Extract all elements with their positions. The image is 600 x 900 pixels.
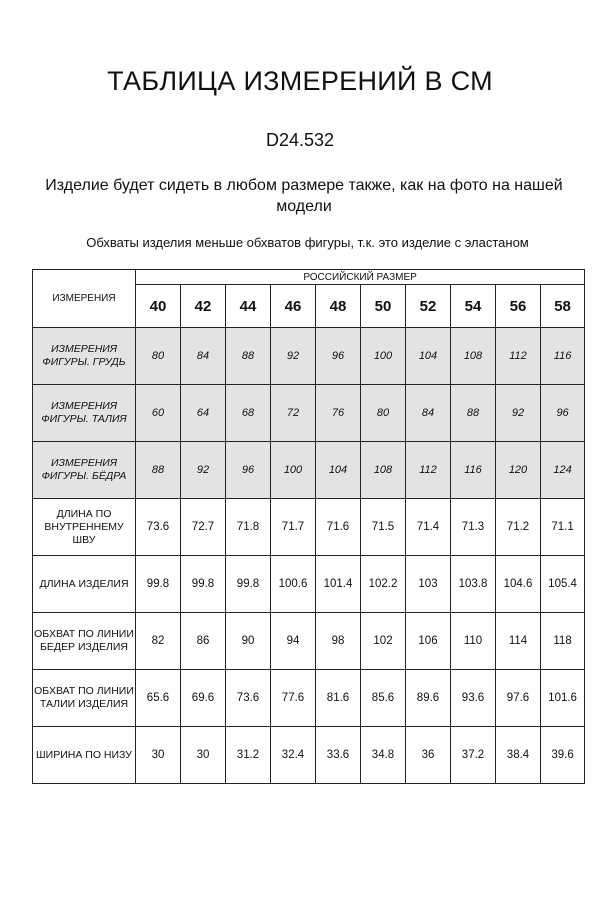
measurement-cell: 112: [496, 328, 541, 385]
size-header-cell: 48: [316, 285, 361, 328]
size-table: [32, 269, 585, 784]
measurement-cell: 99.8: [226, 556, 271, 613]
measurement-cell: 84: [181, 328, 226, 385]
measurement-cell: 71.8: [226, 499, 271, 556]
measurement-cell: 72.7: [181, 499, 226, 556]
measurement-cell: 102: [361, 613, 406, 670]
measurement-cell: 100: [271, 442, 316, 499]
measurement-cell: 71.2: [496, 499, 541, 556]
measurement-cell: 96: [316, 328, 361, 385]
measurement-cell: 69.6: [181, 670, 226, 727]
measurement-cell: 104: [406, 328, 451, 385]
measurement-cell: 81.6: [316, 670, 361, 727]
measurement-cell: 105.4: [541, 556, 585, 613]
row-label: ИЗМЕРЕНИЯ ФИГУРЫ. ТАЛИЯ: [33, 385, 136, 442]
size-group-header: РОССИЙСКИЙ РАЗМЕР: [136, 270, 585, 285]
measurement-cell: 89.6: [406, 670, 451, 727]
measurement-cell: 76: [316, 385, 361, 442]
measurement-cell: 90: [226, 613, 271, 670]
row-label: ДЛИНА ИЗДЕЛИЯ: [33, 556, 136, 613]
measurement-cell: 82: [136, 613, 181, 670]
measurement-cell: 65.6: [136, 670, 181, 727]
table-row: [33, 328, 585, 385]
measurement-cell: 71.4: [406, 499, 451, 556]
table-row: [33, 385, 585, 442]
measurement-cell: 101.4: [316, 556, 361, 613]
elastane-note: Обхваты изделия меньше обхватов фигуры, т.к. это изделие с эластаном: [86, 235, 529, 250]
measurement-cell: 39.6: [541, 727, 585, 784]
measurement-cell: 37.2: [451, 727, 496, 784]
measurement-cell: 88: [451, 385, 496, 442]
measurement-cell: 88: [226, 328, 271, 385]
size-header-cell: 58: [541, 285, 585, 328]
measurement-cell: 96: [541, 385, 585, 442]
measurement-cell: 84: [406, 385, 451, 442]
measurement-cell: 92: [271, 328, 316, 385]
table-row: [33, 613, 585, 670]
measurement-cell: 38.4: [496, 727, 541, 784]
measurement-cell: 101.6: [541, 670, 585, 727]
measurement-cell: 100: [361, 328, 406, 385]
size-header-cell: 44: [226, 285, 271, 328]
table-body: [33, 328, 585, 784]
row-label: ИЗМЕРЕНИЯ ФИГУРЫ. ГРУДЬ: [33, 328, 136, 385]
measurement-cell: 98: [316, 613, 361, 670]
measurement-cell: 73.6: [226, 670, 271, 727]
measurement-cell: 103: [406, 556, 451, 613]
measurement-cell: 33.6: [316, 727, 361, 784]
row-label: ШИРИНА ПО НИЗУ: [33, 727, 136, 784]
size-header-cell: 42: [181, 285, 226, 328]
measurement-cell: 99.8: [136, 556, 181, 613]
measurement-cell: 102.2: [361, 556, 406, 613]
measurement-cell: 92: [181, 442, 226, 499]
table-row: [33, 556, 585, 613]
row-label: ДЛИНА ПО ВНУТРЕННЕМУ ШВУ: [33, 499, 136, 556]
measurement-cell: 85.6: [361, 670, 406, 727]
measurement-cell: 108: [361, 442, 406, 499]
measurement-cell: 71.1: [541, 499, 585, 556]
page-title: ТАБЛИЦА ИЗМЕРЕНИЙ В СМ: [107, 66, 493, 96]
measurement-cell: 110: [451, 613, 496, 670]
measurement-cell: 71.6: [316, 499, 361, 556]
measurement-cell: 96: [226, 442, 271, 499]
measurement-cell: 80: [136, 328, 181, 385]
measurement-cell: 104.6: [496, 556, 541, 613]
size-header-cell: 46: [271, 285, 316, 328]
measurement-cell: 31.2: [226, 727, 271, 784]
measurement-cell: 112: [406, 442, 451, 499]
article-number: D24.532: [265, 130, 335, 150]
size-header-cell: 50: [361, 285, 406, 328]
measurement-cell: 97.6: [496, 670, 541, 727]
row-label: ОБХВАТ ПО ЛИНИИ БЕДЕР ИЗДЕЛИЯ: [33, 613, 136, 670]
measurement-cell: 94: [271, 613, 316, 670]
measurements-header: ИЗМЕРЕНИЯ: [33, 270, 136, 328]
measurement-cell: 116: [451, 442, 496, 499]
measurement-cell: 103.8: [451, 556, 496, 613]
measurement-cell: 73.6: [136, 499, 181, 556]
measurement-cell: 93.6: [451, 670, 496, 727]
measurement-cell: 104: [316, 442, 361, 499]
measurement-cell: 64: [181, 385, 226, 442]
measurement-cell: 68: [226, 385, 271, 442]
measurement-cell: 124: [541, 442, 585, 499]
fit-note: Изделие будет сидеть в любом размере также, как на фото на нашей модели: [45, 177, 563, 215]
table-row: [33, 727, 585, 784]
table-row: [33, 442, 585, 499]
measurement-cell: 36: [406, 727, 451, 784]
measurement-cell: 80: [361, 385, 406, 442]
header-row-group: [33, 270, 585, 285]
measurement-cell: 99.8: [181, 556, 226, 613]
row-label: ИЗМЕРЕНИЯ ФИГУРЫ. БЁДРА: [33, 442, 136, 499]
measurement-cell: 71.3: [451, 499, 496, 556]
size-header-cell: 54: [451, 285, 496, 328]
measurement-cell: 114: [496, 613, 541, 670]
measurement-cell: 34.8: [361, 727, 406, 784]
measurement-cell: 77.6: [271, 670, 316, 727]
row-label: ОБХВАТ ПО ЛИНИИ ТАЛИИ ИЗДЕЛИЯ: [33, 670, 136, 727]
size-header-cell: 56: [496, 285, 541, 328]
measurement-cell: 32.4: [271, 727, 316, 784]
measurement-cell: 72: [271, 385, 316, 442]
measurement-cell: 71.5: [361, 499, 406, 556]
table-row: [33, 670, 585, 727]
measurement-cell: 60: [136, 385, 181, 442]
measurement-cell: 108: [451, 328, 496, 385]
measurement-cell: 92: [496, 385, 541, 442]
table-row: [33, 499, 585, 556]
measurement-cell: 100.6: [271, 556, 316, 613]
size-header-cell: 52: [406, 285, 451, 328]
measurement-cell: 71.7: [271, 499, 316, 556]
measurement-cell: 120: [496, 442, 541, 499]
measurement-cell: 88: [136, 442, 181, 499]
measurement-cell: 30: [181, 727, 226, 784]
measurement-cell: 30: [136, 727, 181, 784]
measurement-cell: 106: [406, 613, 451, 670]
measurement-cell: 86: [181, 613, 226, 670]
measurement-cell: 116: [541, 328, 585, 385]
size-header-cell: 40: [136, 285, 181, 328]
measurement-cell: 118: [541, 613, 585, 670]
